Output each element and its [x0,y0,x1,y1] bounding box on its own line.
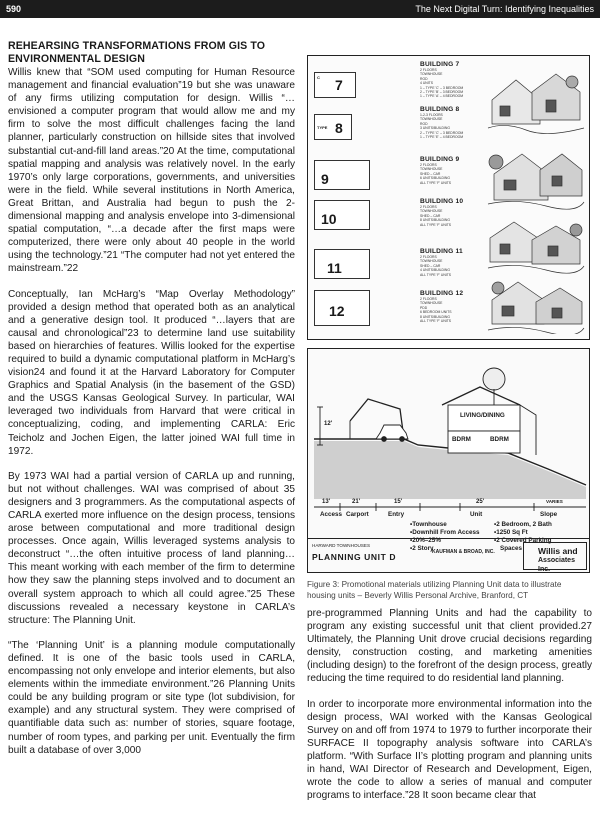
running-head [0,0,600,18]
feature: •2 Covered Parking [494,537,552,544]
project-name: HARWARD TOWNHOUSES [312,543,371,548]
building-11-spec: 2 FLOORS TOWNHOUSE SHED – CAR 4 UNITS/BUILDING ALL TYPE 'F' UNITS [420,255,452,277]
building-9-title: BUILDING 9 [420,156,460,163]
feature: •1250 Sq Ft [494,529,528,536]
dim-carport: 21' [352,499,361,505]
feature: •2 Story [410,545,434,552]
feature: •Downhill From Access [410,529,480,536]
building-10-block [420,198,463,227]
figure-caption: Figure 3: Promotional materials utilizing Planning Unit data to illustrate housing units – Beverly Willis Personal Archive, Branford, CT [307,580,562,600]
zone-slope: Slope [540,511,558,518]
type-label: C [317,75,320,80]
building-7-block [420,61,463,99]
paragraph-3: By 1973 WAI had a partial version of CARLA up and running, but not without challenges. WAI was comprised of about 35 designers and 3 programmers. As the computational aspects of CARLA exerted more influence on the design process, tensions arose between computational and more traditional design processes. Once again, Willis leveraged systems analysis to deconstruct “…the often intuitive process of land planning… This meant working with each member of the firm to determine how they saw the planning steps involved and to document an overall system approach to which all could agree.”25 These discussions revealed a necessary keystone in CARLA’s structure: The Planning Unit. [8,470,295,626]
firm-name-line-1: Willis and [538,546,578,556]
building-12-block [420,290,463,323]
paragraph-4: “The ‘Planning Unit’ is a planning module computationally defined. It is one of the basic tools used in CARLA, encompassing not only envelope and interior elements, but also elements within the immediate environment.”26 Planning Units could be any building program or site type (lot subdivision, for example) and any structural system. They were comprised of quantifiable data such as: number of stories, square footage, number of room types, and parking per unit. Eventually the firm built a database of over 3,000 [8,639,295,756]
building-plans-panel [307,55,590,340]
plan-number-7: 7 [335,77,343,93]
zone-access: Access [320,511,343,518]
building-10-title: BUILDING 10 [420,198,464,205]
firm-name-line-2: Associates Inc. [538,557,575,573]
building-7-spec: 2 FLOORS TOWNHOUSE ROD 4 UNITS 1 – TYPE 'C' – 3 BEDROOM 2 – TYPE 'B' – 3 BEDROOM 1 – TYPE 'A' – 4 BEDROOM [420,68,464,99]
plan-number-8: 8 [335,120,343,136]
plan-number-9: 9 [321,171,329,187]
zone-entry: Entry [388,511,405,518]
building-8-block [420,106,463,139]
plan-number-10: 10 [321,211,337,227]
paragraph-5: pre-programmed Planning Units and had the capability to program any existing successful unit that client provided.27 Ultimately, the Planning Unit drove crucial decisions regarding density, construction costing, and marketing amenities (including design) to the forefront of the design process, greatly reducing the time required to do residential land planning. [307,608,592,685]
building-12-title: BUILDING 12 [420,290,464,297]
building-sketches [486,62,586,334]
zone-unit: Unit [470,511,483,518]
feature: •Townhouse [410,521,447,528]
building-12-spec: 2 FLOORS TOWNHOUSE PDD 6 BEDROOM UNITS 8 UNITS/BUILDING ALL TYPE 'F' UNITS [420,297,452,324]
building-9-spec: 2 FLOORS TOWNHOUSE SHED – CAR 6 UNITS/BUILDING ALL TYPE 'F' UNITS [420,163,452,185]
feature: •20%–25% [410,537,441,544]
left-column [8,40,295,769]
floor-plan-10 [314,200,370,230]
running-title: The Next Digital Turn: Identifying Inequalities [415,4,594,14]
dim-unit: 25' [476,499,485,505]
page-number: 590 [6,4,22,14]
plan-number-11: 11 [327,260,342,276]
planning-unit-titleblock [308,538,589,573]
dim-access: 13' [322,499,331,505]
floor-plan-9 [314,160,370,190]
dim-slope: VARIES [546,499,563,504]
room-living-dining: LIVING/DINING [460,412,505,419]
planning-unit-title: PLANNING UNIT D [312,552,397,562]
building-11-title: BUILDING 11 [420,248,463,255]
floor-plan-7 [314,72,356,98]
building-8-title: BUILDING 8 [420,106,460,113]
height-dimension: 12' [324,421,333,427]
room-bedroom-1: BDRM [452,436,471,443]
building-10-spec: 2 FLOORS TOWNHOUSE SHED – CAR 8 UNITS/BUILDING ALL TYPE 'F' UNITS [420,205,452,227]
dim-entry: 15' [394,499,403,505]
type-label: TYPE [317,125,328,130]
building-9-block [420,156,459,185]
zone-carport: Carport [346,511,369,518]
room-bedroom-2: BDRM [490,436,509,443]
firm-logo [523,542,587,573]
building-11-block [420,248,463,277]
section-heading: REHEARSING TRANSFORMATIONS FROM GIS TO ENVIRONMENTAL DESIGN [8,40,266,65]
paragraph-2: Conceptually, Ian McHarg’s “Map Overlay Methodology” provided a design method that operated both as an analytical and a generative design tool. It produced “…layers that are causal and chronological”23 to determine land use suitability based on hierarchies of features. Willis looked for the expertise required to build a dynamic computational platform in McHarg’s vision24 and found it at the Harvard Laboratory for Computer Graphics and Spatial Analysis (in the basement of the GSD) and the USGS Kansas Geological Survey. In particular, WAI leveraged two individuals from Harvard that were critical in conceptualizing, coding, and implementing CARLA: Eric Teicholz and Jochen Eigen, the latter joined WAI full time in 1972. [8,288,295,457]
floor-plan-8 [314,114,352,140]
plan-number-12: 12 [329,303,345,319]
floor-plan-11 [314,249,370,279]
paragraph-6: In order to incorporate more environmental information into the design process, WAI worked with the Kansas Geological Survey on and off from 1974 to 1979 to further incorporate their SURFACE II topography analysis software into CARLA’s platform. “With Surface II’s plotting program and planning units in hand, WAI Director of Research and Development, Eigen, wrote the code to allow a series of manual and computer programs to interface.”28 It soon became clear that [307,698,592,802]
figure-3 [307,55,590,575]
client-name: KAUFMAN & BROAD, INC. [432,549,495,555]
paragraph-1: Willis knew that “SOM used computing for Human Resource management and financial evaluation”19 but she was unaware of any firms utilizing computation for design. Willis “…envisioned a computer program that would allow me and my firm to solve the most difficult challenges facing the land planner, particularly construction on hillside sites that involved substantial cut-and-fill land areas.”20 At the time, computational spatial mapping and analysis was relatively novel. In the early 1970’s only large corporations, governments, and universities were in the field. While several institutions in North America, Great Brittan, and Australia had begun to push the 2-dimensional mapping and analysis envelope into 3-dimensional spatial computation, “…a decade after the first maps were computerized, there were only about 40 people in the world using the technology.”21 “The computer had not yet entered the mainstream.”22 [8,67,295,275]
feature: Spaces [500,545,523,552]
planning-unit-panel [307,348,590,573]
right-column [307,607,592,814]
building-8-spec: 1-2-3 FLOORS TOWNHOUSE ROD 3 UNITS/BUILDING 2 – TYPE 'C' – 3 BEDROOM 1 – TYPE 'E' – 4 BEDROOM [420,113,464,140]
floor-plan-12 [314,290,370,326]
building-7-title: BUILDING 7 [420,61,460,68]
feature: •2 Bedroom, 2 Bath [494,521,552,528]
